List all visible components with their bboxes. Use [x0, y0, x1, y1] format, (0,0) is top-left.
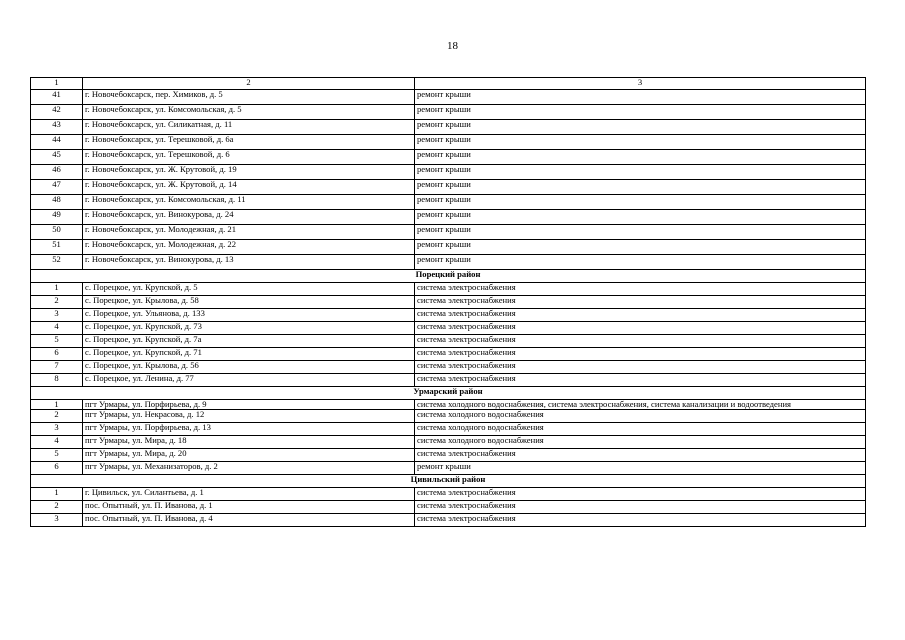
- row-work: система электроснабжения: [415, 335, 866, 348]
- row-address: с. Порецкое, ул. Крупской, д. 7а: [83, 335, 415, 348]
- row-address: г. Новочебоксарск, ул. Терешковой, д. 6а: [83, 135, 415, 150]
- header-col-1: 1: [31, 78, 83, 90]
- row-work: система электроснабжения: [415, 488, 866, 501]
- row-number: 46: [31, 165, 83, 180]
- table-row: [31, 309, 866, 322]
- table-row: [31, 135, 866, 150]
- table-row: [31, 410, 866, 423]
- table-row: [31, 374, 866, 387]
- table-row: [31, 335, 866, 348]
- row-address: пос. Опытный, ул. П. Иванова, д. 4: [83, 514, 415, 527]
- row-work: ремонт крыши: [415, 255, 866, 270]
- table-row: [31, 449, 866, 462]
- row-address: с. Порецкое, ул. Ульянова, д. 133: [83, 309, 415, 322]
- row-work: система электроснабжения: [415, 322, 866, 335]
- row-work: система холодного водоснабжения, система электроснабжения, система канализации и водоотведения: [415, 400, 866, 410]
- row-work: ремонт крыши: [415, 90, 866, 105]
- table-row: [31, 400, 866, 410]
- row-work: ремонт крыши: [415, 120, 866, 135]
- table-row: [31, 436, 866, 449]
- row-number: 43: [31, 120, 83, 135]
- row-number: 3: [31, 309, 83, 322]
- row-address: пгт Урмары, ул. Механизаторов, д. 2: [83, 462, 415, 475]
- row-work: система холодного водоснабжения: [415, 410, 866, 423]
- table-row: [31, 105, 866, 120]
- header-col-2: 2: [83, 78, 415, 90]
- row-number: 2: [31, 410, 83, 423]
- row-address: пгт Урмары, ул. Порфирьева, д. 13: [83, 423, 415, 436]
- row-address: г. Новочебоксарск, ул. Комсомольская, д. 5: [83, 105, 415, 120]
- table-row: [31, 210, 866, 225]
- table-row: [31, 462, 866, 475]
- row-number: 2: [31, 501, 83, 514]
- row-number: 49: [31, 210, 83, 225]
- table-header-row: [31, 78, 866, 90]
- row-address: пгт Урмары, ул. Мира, д. 18: [83, 436, 415, 449]
- row-number: 5: [31, 449, 83, 462]
- table-row: [31, 255, 866, 270]
- row-address: с. Порецкое, ул. Крупской, д. 5: [83, 283, 415, 296]
- row-number: 52: [31, 255, 83, 270]
- district-heading: [31, 387, 866, 400]
- table-row: [31, 501, 866, 514]
- repair-table: [30, 77, 866, 527]
- row-number: 50: [31, 225, 83, 240]
- row-work: ремонт крыши: [415, 165, 866, 180]
- row-number: 47: [31, 180, 83, 195]
- table-row: [31, 165, 866, 180]
- row-number: 7: [31, 361, 83, 374]
- row-work: система электроснабжения: [415, 296, 866, 309]
- row-number: 1: [31, 488, 83, 501]
- page-number: 18: [447, 40, 458, 52]
- table-row: [31, 120, 866, 135]
- row-address: г. Новочебоксарск, ул. Молодежная, д. 21: [83, 225, 415, 240]
- table-row: [31, 195, 866, 210]
- row-work: ремонт крыши: [415, 135, 866, 150]
- row-address: с. Порецкое, ул. Крылова, д. 58: [83, 296, 415, 309]
- row-address: г. Цивильск, ул. Силантьева, д. 1: [83, 488, 415, 501]
- row-work: система электроснабжения: [415, 514, 866, 527]
- row-number: 4: [31, 436, 83, 449]
- row-number: 51: [31, 240, 83, 255]
- table-row: [31, 514, 866, 527]
- row-address: г. Новочебоксарск, ул. Ж. Крутовой, д. 19: [83, 165, 415, 180]
- row-work: система электроснабжения: [415, 361, 866, 374]
- row-number: 41: [31, 90, 83, 105]
- row-work: система электроснабжения: [415, 501, 866, 514]
- row-address: г. Новочебоксарск, ул. Терешковой, д. 6: [83, 150, 415, 165]
- row-number: 1: [31, 400, 83, 410]
- row-address: г. Новочебоксарск, ул. Винокурова, д. 24: [83, 210, 415, 225]
- row-work: ремонт крыши: [415, 210, 866, 225]
- row-work: ремонт крыши: [415, 195, 866, 210]
- district-title: Цивильский район: [31, 475, 866, 488]
- row-work: ремонт крыши: [415, 240, 866, 255]
- row-number: 2: [31, 296, 83, 309]
- table-row: [31, 423, 866, 436]
- row-address: г. Новочебоксарск, ул. Молодежная, д. 22: [83, 240, 415, 255]
- row-address: с. Порецкое, ул. Ленина, д. 77: [83, 374, 415, 387]
- row-address: г. Новочебоксарск, ул. Комсомольская, д. 11: [83, 195, 415, 210]
- row-number: 4: [31, 322, 83, 335]
- row-work: система холодного водоснабжения: [415, 436, 866, 449]
- row-address: г. Новочебоксарск, ул. Ж. Крутовой, д. 14: [83, 180, 415, 195]
- row-work: ремонт крыши: [415, 105, 866, 120]
- row-number: 45: [31, 150, 83, 165]
- row-work: система электроснабжения: [415, 309, 866, 322]
- district-heading: [31, 270, 866, 283]
- row-address: с. Порецкое, ул. Крылова, д. 56: [83, 361, 415, 374]
- table-row: [31, 296, 866, 309]
- row-number: 48: [31, 195, 83, 210]
- district-heading: [31, 475, 866, 488]
- row-work: система электроснабжения: [415, 283, 866, 296]
- table-row: [31, 488, 866, 501]
- table-row: [31, 150, 866, 165]
- row-address: пос. Опытный, ул. П. Иванова, д. 1: [83, 501, 415, 514]
- row-number: 5: [31, 335, 83, 348]
- table-row: [31, 348, 866, 361]
- row-address: пгт Урмары, ул. Некрасова, д. 12: [83, 410, 415, 423]
- row-number: 3: [31, 423, 83, 436]
- table-row: [31, 361, 866, 374]
- row-address: г. Новочебоксарск, ул. Винокурова, д. 13: [83, 255, 415, 270]
- table-row: [31, 283, 866, 296]
- row-number: 1: [31, 283, 83, 296]
- row-work: система электроснабжения: [415, 374, 866, 387]
- row-address: с. Порецкое, ул. Крупской, д. 71: [83, 348, 415, 361]
- row-work: ремонт крыши: [415, 150, 866, 165]
- row-number: 6: [31, 348, 83, 361]
- table-row: [31, 225, 866, 240]
- row-work: ремонт крыши: [415, 462, 866, 475]
- row-address: г. Новочебоксарск, ул. Силикатная, д. 11: [83, 120, 415, 135]
- row-number: 44: [31, 135, 83, 150]
- row-address: пгт Урмары, ул. Порфирьева, д. 9: [83, 400, 415, 410]
- district-title: Порецкий район: [31, 270, 866, 283]
- row-number: 6: [31, 462, 83, 475]
- row-work: система электроснабжения: [415, 348, 866, 361]
- row-work: система электроснабжения: [415, 449, 866, 462]
- table-row: [31, 90, 866, 105]
- table-row: [31, 240, 866, 255]
- row-address: пгт Урмары, ул. Мира, д. 20: [83, 449, 415, 462]
- table-row: [31, 322, 866, 335]
- row-work: ремонт крыши: [415, 180, 866, 195]
- row-number: 8: [31, 374, 83, 387]
- table-row: [31, 180, 866, 195]
- row-work: система холодного водоснабжения: [415, 423, 866, 436]
- row-address: с. Порецкое, ул. Крупской, д. 73: [83, 322, 415, 335]
- header-col-3: 3: [415, 78, 866, 90]
- row-number: 42: [31, 105, 83, 120]
- row-address: г. Новочебоксарск, пер. Химиков, д. 5: [83, 90, 415, 105]
- district-title: Урмарский район: [31, 387, 866, 400]
- row-work: ремонт крыши: [415, 225, 866, 240]
- row-number: 3: [31, 514, 83, 527]
